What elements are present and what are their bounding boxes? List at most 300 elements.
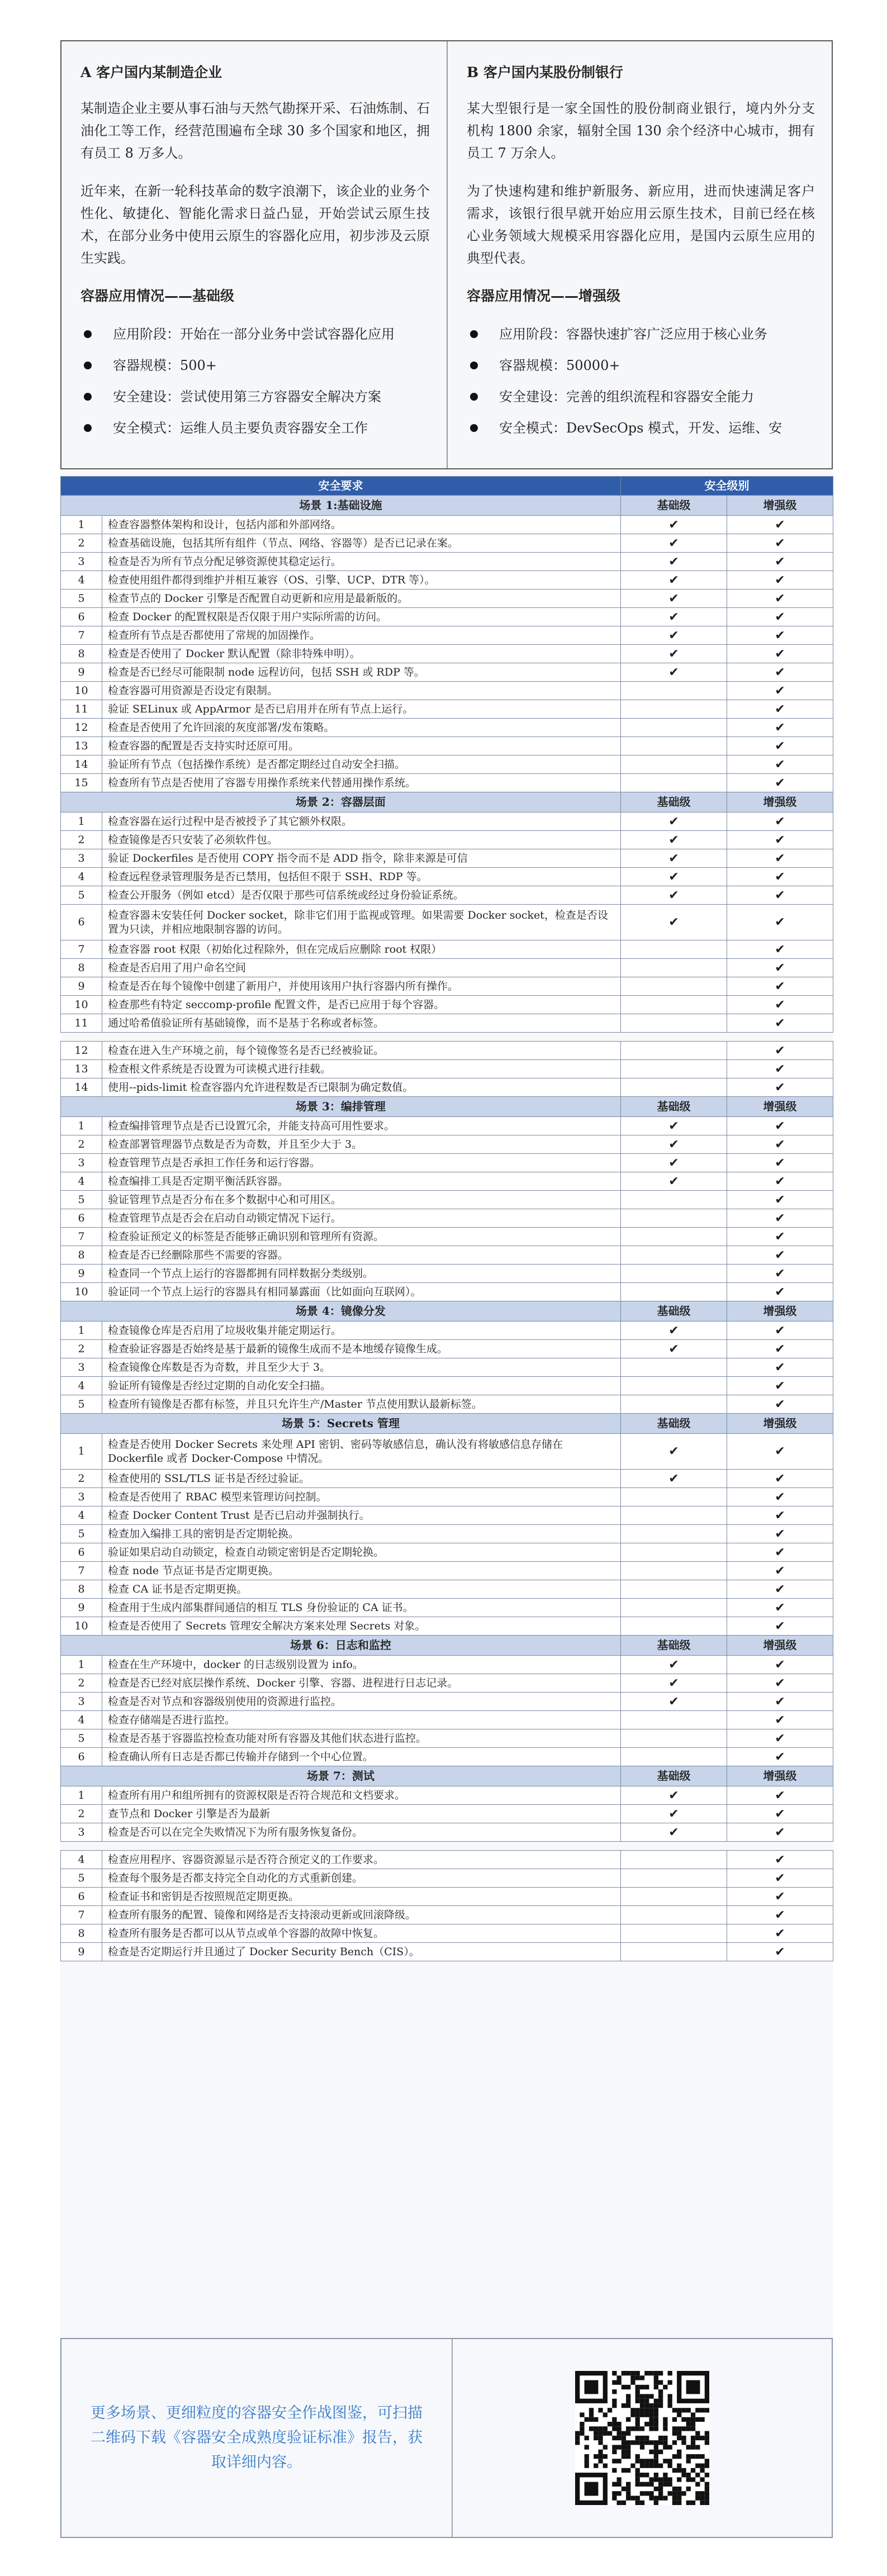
check-icon-basic bbox=[621, 755, 727, 774]
table-row bbox=[61, 571, 833, 590]
check-icon-enhanced: ✔ bbox=[727, 1117, 833, 1135]
section-col-enhanced: 增强级 bbox=[727, 792, 833, 812]
check-icon-enhanced: ✔ bbox=[727, 1060, 833, 1078]
row-requirement: 验证管理节点是否分布在多个数据中心和可用区。 bbox=[102, 1191, 621, 1209]
check-icon-enhanced: ✔ bbox=[727, 1924, 833, 1943]
header-security-level: 安全级别 bbox=[621, 477, 833, 496]
row-requirement: 检查同一个节点上运行的容器都拥有同样数据分类级别。 bbox=[102, 1265, 621, 1283]
check-icon-enhanced: ✔ bbox=[727, 1434, 833, 1470]
table-row bbox=[61, 1888, 833, 1906]
row-number: 10 bbox=[61, 996, 102, 1014]
section-row bbox=[61, 792, 833, 812]
check-icon-basic bbox=[621, 1358, 727, 1377]
row-requirement: 检查加入编排工具的密钥是否定期轮换。 bbox=[102, 1525, 621, 1543]
check-icon-enhanced: ✔ bbox=[727, 1358, 833, 1377]
row-number: 4 bbox=[61, 571, 102, 590]
row-number: 15 bbox=[61, 774, 102, 792]
check-icon-enhanced: ✔ bbox=[727, 1851, 833, 1869]
bullet-text: 应用阶段：容器快速扩容广泛应用于核心业务 bbox=[499, 326, 767, 342]
table-row bbox=[61, 1283, 833, 1301]
row-number: 4 bbox=[61, 868, 102, 886]
check-icon-basic: ✔ bbox=[621, 1322, 727, 1340]
table-row bbox=[61, 1322, 833, 1340]
check-icon-enhanced: ✔ bbox=[727, 831, 833, 849]
section-title: 场景 2：容器层面 bbox=[61, 792, 621, 812]
check-icon-basic bbox=[621, 1488, 727, 1506]
section-row bbox=[61, 496, 833, 516]
row-number: 12 bbox=[61, 1042, 102, 1060]
check-icon-enhanced: ✔ bbox=[727, 1322, 833, 1340]
check-icon-enhanced: ✔ bbox=[727, 868, 833, 886]
check-icon-enhanced: ✔ bbox=[727, 1543, 833, 1562]
table-row bbox=[61, 1060, 833, 1078]
table-gap-row bbox=[61, 1033, 833, 1042]
row-number: 12 bbox=[61, 719, 102, 737]
check-icon-basic: ✔ bbox=[621, 1786, 727, 1805]
check-icon-enhanced: ✔ bbox=[727, 682, 833, 700]
case-b-background: 为了快速构建和维护新服务、新应用，进而快速满足客户需求，该银行很早就开始应用云原生技术，目前已经在核心业务领域大规模采用容器化应用，是国内云原生应用的典型代表。 bbox=[467, 183, 815, 266]
check-icon-basic: ✔ bbox=[621, 1823, 727, 1842]
table-row bbox=[61, 1656, 833, 1674]
row-requirement: 查节点和 Docker 引擎是否为最新 bbox=[102, 1805, 621, 1823]
check-icon-basic bbox=[621, 1617, 727, 1636]
table-row bbox=[61, 719, 833, 737]
section-col-basic: 基础级 bbox=[621, 496, 727, 516]
row-number: 10 bbox=[61, 1283, 102, 1301]
row-number: 6 bbox=[61, 1543, 102, 1562]
check-icon-basic: ✔ bbox=[621, 831, 727, 849]
bullet-dot-icon bbox=[470, 424, 478, 432]
table-row bbox=[61, 1693, 833, 1711]
row-requirement: 检查所有节点是否都使用了常规的加固操作。 bbox=[102, 626, 621, 645]
check-icon-enhanced: ✔ bbox=[727, 1674, 833, 1693]
table-row bbox=[61, 1135, 833, 1154]
row-number: 2 bbox=[61, 1470, 102, 1488]
row-number: 2 bbox=[61, 1340, 102, 1358]
row-requirement: 检查公开服务（例如 etcd）是否仅限于那些可信系统或经过身份验证系统。 bbox=[102, 886, 621, 905]
check-icon-enhanced: ✔ bbox=[727, 1786, 833, 1805]
row-requirement: 检查部署管理器节点数是否为奇数，并且至少大于 3。 bbox=[102, 1135, 621, 1154]
row-requirement: 检查容器的配置是否支持实时还原可用。 bbox=[102, 737, 621, 755]
check-icon-basic bbox=[621, 682, 727, 700]
section-col-basic: 基础级 bbox=[621, 1766, 727, 1786]
table-row bbox=[61, 1078, 833, 1097]
case-a-title: A 客户国内某制造企业 bbox=[80, 64, 222, 80]
row-number: 9 bbox=[61, 1599, 102, 1617]
check-icon-enhanced: ✔ bbox=[727, 645, 833, 663]
check-icon-enhanced: ✔ bbox=[727, 553, 833, 571]
table-row bbox=[61, 534, 833, 553]
table-row bbox=[61, 1805, 833, 1823]
table-row bbox=[61, 700, 833, 719]
row-requirement: 检查管理节点是否会在启动自动锁定情况下运行。 bbox=[102, 1209, 621, 1228]
check-icon-basic bbox=[621, 1283, 727, 1301]
check-icon-basic: ✔ bbox=[621, 1805, 727, 1823]
row-requirement: 检查远程登录管理服务是否已禁用，包括但不限于 SSH、RDP 等。 bbox=[102, 868, 621, 886]
check-icon-basic: ✔ bbox=[621, 1154, 727, 1172]
bullet-text: 容器规模：50000+ bbox=[499, 358, 620, 373]
case-a bbox=[61, 41, 447, 468]
section-title: 场景 3：编排管理 bbox=[61, 1097, 621, 1117]
case-b-bullet bbox=[467, 350, 815, 381]
check-icon-enhanced: ✔ bbox=[727, 1078, 833, 1097]
table-row bbox=[61, 1580, 833, 1599]
bullet-text: 安全建设：尝试使用第三方容器安全解决方案 bbox=[113, 389, 381, 405]
row-requirement: 检查镜像仓库是否启用了垃圾收集并能定期运行。 bbox=[102, 1322, 621, 1340]
table-row bbox=[61, 1851, 833, 1869]
row-requirement: 检查是否可以在完全失败情况下为所有服务恢复备份。 bbox=[102, 1823, 621, 1842]
check-icon-enhanced: ✔ bbox=[727, 977, 833, 996]
row-number: 1 bbox=[61, 1656, 102, 1674]
section-row bbox=[61, 1414, 833, 1434]
check-icon-basic bbox=[621, 1060, 727, 1078]
row-requirement: 检查所有服务是否都可以从节点或单个容器的故障中恢复。 bbox=[102, 1924, 621, 1943]
security-requirements-table bbox=[60, 476, 833, 1961]
row-number: 3 bbox=[61, 1823, 102, 1842]
case-b-bullet bbox=[467, 381, 815, 412]
row-requirement: 检查容器在运行过程中是否被授予了其它额外权限。 bbox=[102, 812, 621, 831]
check-icon-enhanced: ✔ bbox=[727, 1525, 833, 1543]
table-row bbox=[61, 977, 833, 996]
section-col-enhanced: 增强级 bbox=[727, 1414, 833, 1434]
row-requirement: 检查是否启用了用户命名空间 bbox=[102, 959, 621, 977]
row-requirement: 验证所有节点（包括操作系统）是否都定期经过自动安全扫描。 bbox=[102, 755, 621, 774]
check-icon-enhanced: ✔ bbox=[727, 626, 833, 645]
row-number: 6 bbox=[61, 905, 102, 940]
row-requirement: 检查在进入生产环境之前，每个镜像签名是否已经被验证。 bbox=[102, 1042, 621, 1060]
case-a-background: 近年来，在新一轮科技革命的数字浪潮下，该企业的业务个性化、敏捷化、智能化需求日益凸显，开始尝试云原生技术，在部分业务中使用云原生的容器化应用，初步涉及云原生实践。 bbox=[80, 183, 430, 266]
check-icon-enhanced: ✔ bbox=[727, 1580, 833, 1599]
check-icon-enhanced: ✔ bbox=[727, 1869, 833, 1888]
table-row bbox=[61, 1042, 833, 1060]
check-icon-basic: ✔ bbox=[621, 516, 727, 534]
check-icon-enhanced: ✔ bbox=[727, 1228, 833, 1246]
table-row bbox=[61, 1869, 833, 1888]
section-row bbox=[61, 1301, 833, 1322]
check-icon-enhanced: ✔ bbox=[727, 1154, 833, 1172]
check-icon-basic bbox=[621, 1246, 727, 1265]
check-icon-basic: ✔ bbox=[621, 534, 727, 553]
table-row bbox=[61, 1488, 833, 1506]
table-row bbox=[61, 516, 833, 534]
row-number: 2 bbox=[61, 831, 102, 849]
table-row bbox=[61, 1617, 833, 1636]
section-col-enhanced: 增强级 bbox=[727, 1766, 833, 1786]
table-row bbox=[61, 1470, 833, 1488]
row-requirement: 检查节点的 Docker 引擎是否配置自动更新和应用是最新版的。 bbox=[102, 590, 621, 608]
row-requirement: 检查存储端是否进行监控。 bbox=[102, 1711, 621, 1729]
check-icon-enhanced: ✔ bbox=[727, 1711, 833, 1729]
check-icon-enhanced: ✔ bbox=[727, 590, 833, 608]
row-number: 2 bbox=[61, 534, 102, 553]
row-number: 7 bbox=[61, 940, 102, 959]
row-number: 1 bbox=[61, 1786, 102, 1805]
table-row bbox=[61, 905, 833, 940]
row-requirement: 检查容器 root 权限（初始化过程除外，但在完成后应删除 root 权限） bbox=[102, 940, 621, 959]
table-row bbox=[61, 663, 833, 682]
check-icon-basic bbox=[621, 977, 727, 996]
row-requirement: 验证 Dockerfiles 是否使用 COPY 指令而不是 ADD 指令，除非来源是可信 bbox=[102, 849, 621, 868]
table-row bbox=[61, 1924, 833, 1943]
check-icon-enhanced: ✔ bbox=[727, 1805, 833, 1823]
table-row bbox=[61, 1265, 833, 1283]
section-col-enhanced: 增强级 bbox=[727, 1636, 833, 1656]
row-number: 11 bbox=[61, 1014, 102, 1033]
row-number: 8 bbox=[61, 1924, 102, 1943]
check-icon-basic: ✔ bbox=[621, 812, 727, 831]
check-icon-enhanced: ✔ bbox=[727, 755, 833, 774]
row-number: 8 bbox=[61, 1580, 102, 1599]
row-number: 6 bbox=[61, 1209, 102, 1228]
case-a-bullet bbox=[80, 319, 430, 350]
table-row bbox=[61, 1358, 833, 1377]
row-number: 13 bbox=[61, 1060, 102, 1078]
check-icon-enhanced: ✔ bbox=[727, 1470, 833, 1488]
table-row bbox=[61, 626, 833, 645]
row-number: 3 bbox=[61, 1693, 102, 1711]
row-requirement: 检查管理节点是否承担工作任务和运行容器。 bbox=[102, 1154, 621, 1172]
check-icon-basic bbox=[621, 996, 727, 1014]
row-number: 4 bbox=[61, 1851, 102, 1869]
bullet-text: 安全模式：DevSecOps 模式，开发、运维、安 bbox=[499, 420, 782, 436]
table-row bbox=[61, 1014, 833, 1033]
section-title: 场景 6：日志和监控 bbox=[61, 1636, 621, 1656]
row-requirement: 检查是否为所有节点分配足够资源使其稳定运行。 bbox=[102, 553, 621, 571]
row-requirement: 检查验证预定义的标签是否能够正确识别和管理所有资源。 bbox=[102, 1228, 621, 1246]
check-icon-basic bbox=[621, 959, 727, 977]
check-icon-enhanced: ✔ bbox=[727, 608, 833, 626]
row-number: 2 bbox=[61, 1805, 102, 1823]
check-icon-enhanced: ✔ bbox=[727, 1906, 833, 1924]
bullet-text: 容器规模：500+ bbox=[113, 358, 217, 373]
row-number: 7 bbox=[61, 626, 102, 645]
check-icon-basic: ✔ bbox=[621, 608, 727, 626]
row-number: 6 bbox=[61, 1748, 102, 1766]
footer-text: 更多场景、更细粒度的容器安全作战图鉴，可扫描二维码下载《容器安全成熟度验证标准》报告，获取详细内容。 bbox=[91, 2404, 423, 2471]
row-requirement: 检查确认所有日志是否都已传输并存储到一个中心位置。 bbox=[102, 1748, 621, 1766]
table-row bbox=[61, 1786, 833, 1805]
check-icon-basic bbox=[621, 719, 727, 737]
check-icon-basic bbox=[621, 1543, 727, 1562]
table-row bbox=[61, 1377, 833, 1395]
row-requirement: 检查每个服务是否都支持完全自动化的方式重新创建。 bbox=[102, 1869, 621, 1888]
bullet-dot-icon bbox=[84, 362, 92, 369]
check-icon-basic bbox=[621, 1924, 727, 1943]
table-row bbox=[61, 812, 833, 831]
section-title: 场景 4：镜像分发 bbox=[61, 1301, 621, 1322]
check-icon-enhanced: ✔ bbox=[727, 940, 833, 959]
row-requirement: 检查是否已经尽可能限制 node 远程访问，包括 SSH 或 RDP 等。 bbox=[102, 663, 621, 682]
check-icon-basic: ✔ bbox=[621, 849, 727, 868]
row-number: 6 bbox=[61, 1888, 102, 1906]
section-row bbox=[61, 1636, 833, 1656]
row-requirement: 验证 SELinux 或 AppArmor 是否已启用并在所有节点上运行。 bbox=[102, 700, 621, 719]
table-row bbox=[61, 1674, 833, 1693]
row-number: 5 bbox=[61, 886, 102, 905]
table-header-row bbox=[61, 477, 833, 496]
check-icon-enhanced: ✔ bbox=[727, 849, 833, 868]
row-number: 10 bbox=[61, 682, 102, 700]
bullet-dot-icon bbox=[470, 362, 478, 369]
check-icon-basic bbox=[621, 1265, 727, 1283]
table-row bbox=[61, 1117, 833, 1135]
case-a-subtitle: 容器应用情况——基础级 bbox=[80, 288, 235, 304]
check-icon-enhanced: ✔ bbox=[727, 1656, 833, 1674]
check-icon-basic: ✔ bbox=[621, 571, 727, 590]
check-icon-enhanced: ✔ bbox=[727, 534, 833, 553]
customer-cases bbox=[60, 40, 833, 469]
check-icon-enhanced: ✔ bbox=[727, 886, 833, 905]
check-icon-basic bbox=[621, 1869, 727, 1888]
row-requirement: 检查用于生成内部集群间通信的相互 TLS 身份验证的 CA 证书。 bbox=[102, 1599, 621, 1617]
check-icon-enhanced: ✔ bbox=[727, 1042, 833, 1060]
check-icon-enhanced: ✔ bbox=[727, 571, 833, 590]
table-row bbox=[61, 1209, 833, 1228]
row-number: 8 bbox=[61, 645, 102, 663]
bullet-text: 应用阶段：开始在一部分业务中尝试容器化应用 bbox=[113, 326, 395, 342]
table-row bbox=[61, 1228, 833, 1246]
row-requirement: 检查是否对节点和容器级别使用的资源进行监控。 bbox=[102, 1693, 621, 1711]
check-icon-enhanced: ✔ bbox=[727, 1617, 833, 1636]
check-icon-basic bbox=[621, 1580, 727, 1599]
row-number: 4 bbox=[61, 1377, 102, 1395]
check-icon-enhanced: ✔ bbox=[727, 1377, 833, 1395]
row-requirement: 检查是否使用 Docker Secrets 来处理 API 密钥、密码等敏感信息，确认没有将敏感信息存储在 Dockerfile 或者 Docker-Compose 中情况。 bbox=[102, 1434, 621, 1470]
bullet-text: 安全建设：完善的组织流程和容器安全能力 bbox=[499, 389, 754, 405]
section-col-enhanced: 增强级 bbox=[727, 1301, 833, 1322]
table-row bbox=[61, 1395, 833, 1414]
check-icon-enhanced: ✔ bbox=[727, 1014, 833, 1033]
case-b-title: B 客户国内某股份制银行 bbox=[467, 64, 623, 80]
row-requirement: 检查是否使用了 RBAC 模型来管理访问控制。 bbox=[102, 1488, 621, 1506]
row-number: 1 bbox=[61, 1117, 102, 1135]
bullet-dot-icon bbox=[470, 393, 478, 401]
row-number: 8 bbox=[61, 1246, 102, 1265]
row-number: 1 bbox=[61, 812, 102, 831]
table-row bbox=[61, 1711, 833, 1729]
row-number: 5 bbox=[61, 1525, 102, 1543]
check-icon-basic: ✔ bbox=[621, 663, 727, 682]
check-icon-basic bbox=[621, 737, 727, 755]
check-icon-enhanced: ✔ bbox=[727, 719, 833, 737]
row-number: 7 bbox=[61, 1562, 102, 1580]
row-requirement: 检查证书和密钥是否按照规范定期更换。 bbox=[102, 1888, 621, 1906]
check-icon-basic bbox=[621, 1506, 727, 1525]
header-security-requirements: 安全要求 bbox=[61, 477, 621, 496]
check-icon-basic: ✔ bbox=[621, 1693, 727, 1711]
check-icon-enhanced: ✔ bbox=[727, 1209, 833, 1228]
table-row bbox=[61, 1191, 833, 1209]
check-icon-enhanced: ✔ bbox=[727, 1506, 833, 1525]
check-icon-basic: ✔ bbox=[621, 886, 727, 905]
table-row bbox=[61, 1906, 833, 1924]
case-b bbox=[447, 41, 832, 468]
row-requirement: 检查使用组件都得到维护并相互兼容（OS、引擎、UCP、DTR 等）。 bbox=[102, 571, 621, 590]
table-row bbox=[61, 590, 833, 608]
case-b-intro: 某大型银行是一家全国性的股份制商业银行，境内外分支机构 1800 余家，辐射全国 130 余个经济中心城市，拥有员工 7 万余人。 bbox=[467, 101, 815, 161]
row-number: 9 bbox=[61, 977, 102, 996]
check-icon-enhanced: ✔ bbox=[727, 1943, 833, 1961]
table-row bbox=[61, 868, 833, 886]
bullet-dot-icon bbox=[84, 393, 92, 401]
row-requirement: 检查是否已经对底层操作系统、Docker 引擎、容器、进程进行日志记录。 bbox=[102, 1674, 621, 1693]
table-gap-row bbox=[61, 1842, 833, 1851]
row-number: 2 bbox=[61, 1135, 102, 1154]
table-row bbox=[61, 849, 833, 868]
qr-code-icon[interactable] bbox=[575, 2371, 709, 2505]
row-number: 5 bbox=[61, 1191, 102, 1209]
row-number: 3 bbox=[61, 553, 102, 571]
check-icon-enhanced: ✔ bbox=[727, 1888, 833, 1906]
check-icon-enhanced: ✔ bbox=[727, 812, 833, 831]
table-row bbox=[61, 1823, 833, 1842]
row-number: 1 bbox=[61, 1434, 102, 1470]
table-row bbox=[61, 608, 833, 626]
table-row bbox=[61, 1562, 833, 1580]
section-col-enhanced: 增强级 bbox=[727, 1097, 833, 1117]
row-number: 3 bbox=[61, 849, 102, 868]
table-row bbox=[61, 959, 833, 977]
table-row bbox=[61, 1172, 833, 1191]
table-row bbox=[61, 1748, 833, 1766]
check-icon-basic bbox=[621, 1042, 727, 1060]
row-number: 8 bbox=[61, 959, 102, 977]
row-requirement: 检查 Docker 的配置权限是否仅限于用户实际所需的访问。 bbox=[102, 608, 621, 626]
check-icon-basic bbox=[621, 1525, 727, 1543]
table-row bbox=[61, 940, 833, 959]
table-row bbox=[61, 645, 833, 663]
row-number: 4 bbox=[61, 1506, 102, 1525]
row-requirement: 检查 Docker Content Trust 是否已启动并强制执行。 bbox=[102, 1506, 621, 1525]
check-icon-enhanced: ✔ bbox=[727, 1395, 833, 1414]
check-icon-basic: ✔ bbox=[621, 1470, 727, 1488]
row-requirement: 检查容器未安装任何 Docker socket，除非它们用于监视或管理。如果需要 Docker socket，检查是否设置为只读，并相应地限制容器的访问。 bbox=[102, 905, 621, 940]
row-number: 14 bbox=[61, 1078, 102, 1097]
row-requirement: 检查根文件系统是否设置为可读模式进行挂载。 bbox=[102, 1060, 621, 1078]
footer-qr-panel bbox=[453, 2339, 832, 2537]
table-row bbox=[61, 1246, 833, 1265]
row-requirement: 检查所有用户和组所拥有的资源权限是否符合规范和文档要求。 bbox=[102, 1786, 621, 1805]
check-icon-basic bbox=[621, 1395, 727, 1414]
row-requirement: 检查是否使用了允许回滚的灰度部署/发布策略。 bbox=[102, 719, 621, 737]
row-number: 1 bbox=[61, 516, 102, 534]
check-icon-basic bbox=[621, 1906, 727, 1924]
table-row bbox=[61, 1154, 833, 1172]
check-icon-basic: ✔ bbox=[621, 1674, 727, 1693]
row-requirement: 验证所有镜像是否经过定期的自动化安全扫描。 bbox=[102, 1377, 621, 1395]
check-icon-basic bbox=[621, 1191, 727, 1209]
page bbox=[60, 40, 833, 2538]
check-icon-enhanced: ✔ bbox=[727, 1191, 833, 1209]
section-col-basic: 基础级 bbox=[621, 1636, 727, 1656]
row-requirement: 检查 CA 证书是否定期更换。 bbox=[102, 1580, 621, 1599]
check-icon-enhanced: ✔ bbox=[727, 1748, 833, 1766]
row-number: 5 bbox=[61, 1395, 102, 1414]
check-icon-basic bbox=[621, 1748, 727, 1766]
check-icon-enhanced: ✔ bbox=[727, 774, 833, 792]
check-icon-basic bbox=[621, 1014, 727, 1033]
check-icon-enhanced: ✔ bbox=[727, 996, 833, 1014]
check-icon-enhanced: ✔ bbox=[727, 1246, 833, 1265]
check-icon-enhanced: ✔ bbox=[727, 959, 833, 977]
row-number: 1 bbox=[61, 1322, 102, 1340]
section-col-basic: 基础级 bbox=[621, 1301, 727, 1322]
check-icon-basic: ✔ bbox=[621, 645, 727, 663]
check-icon-enhanced: ✔ bbox=[727, 1729, 833, 1748]
check-icon-basic bbox=[621, 700, 727, 719]
row-number: 5 bbox=[61, 1869, 102, 1888]
case-a-intro: 某制造企业主要从事石油与天然气勘探开采、石油炼制、石油化工等工作，经营范围遍布全球 30 多个国家和地区，拥有员工 8 万多人。 bbox=[80, 101, 430, 161]
